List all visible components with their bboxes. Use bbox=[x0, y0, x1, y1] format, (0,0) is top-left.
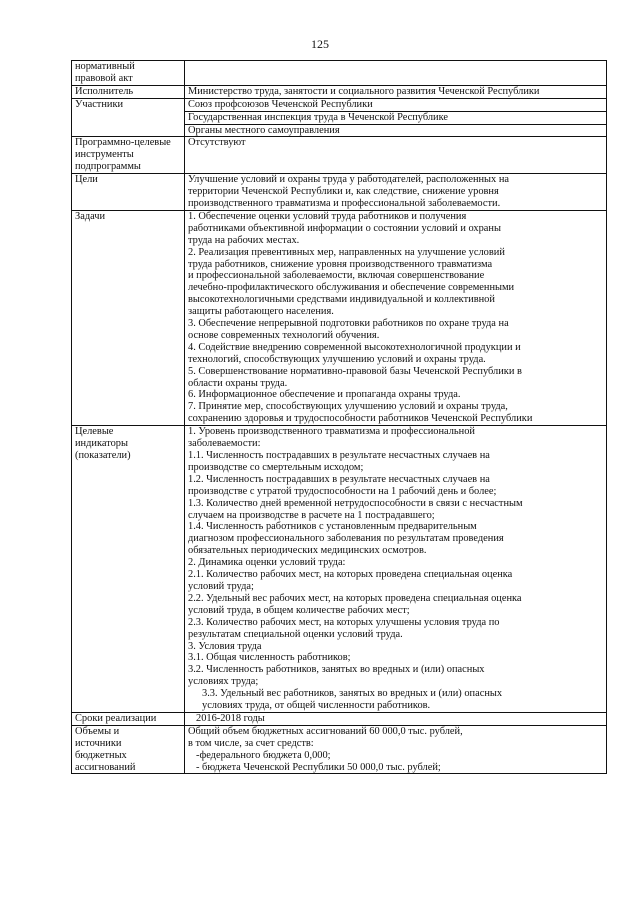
row-label-line: Цели bbox=[75, 174, 98, 186]
table-row bbox=[72, 98, 607, 111]
row-value-line: Министерство труда, занятости и социального развития Чеченской Республики bbox=[188, 85, 540, 97]
row-value bbox=[185, 85, 607, 98]
row-value bbox=[185, 137, 607, 174]
row-label-line: нормативный bbox=[75, 61, 135, 72]
row-value-line: 1. Обеспечение оценки условий труда работников и получения bbox=[188, 210, 467, 222]
row-value-line: области охраны труда. bbox=[188, 377, 288, 389]
row-value-line: в том числе, за счет средств: bbox=[188, 737, 314, 749]
row-value-line: 2.2. Удельный вес рабочих мест, на которых проведена специальная оценка bbox=[188, 592, 522, 604]
row-value-line: высокотехнологичными средствами индивидуальной и коллективной bbox=[188, 294, 495, 306]
row-value-line: - бюджета Чеченской Республики 50 000,0 тыс. рублей; bbox=[196, 761, 441, 773]
table-row bbox=[72, 712, 607, 725]
row-value-line: производстве со смертельным исходом; bbox=[188, 461, 364, 473]
row-label bbox=[72, 174, 185, 211]
row-value-line: 3.2. Численность работников, занятых во вредных и (или) опасных bbox=[188, 664, 485, 676]
row-value-line: 4. Содействие внедрению современной высокотехнологичной продукции и bbox=[188, 341, 521, 353]
row-value-line: защиты работающего населения. bbox=[188, 306, 334, 318]
row-value-line: 3.3. Удельный вес работников, занятых во вредных и (или) опасных bbox=[202, 688, 503, 700]
participant-value bbox=[185, 111, 607, 124]
row-value-line: обязательных периодических медицинских осмотров. bbox=[188, 545, 427, 557]
row-value-line: диагнозом профессионального заболевания по результатам проведения bbox=[188, 533, 504, 545]
row-value-line: 1. Уровень производственного травматизма и профессиональной bbox=[188, 426, 475, 438]
row-value-line: 1.1. Численность пострадавших в результате несчастных случаев на bbox=[188, 450, 490, 461]
row-label-line: источники bbox=[75, 737, 122, 749]
row-value-line: лечебно-профилактического обслуживания и обеспечение современными bbox=[188, 282, 515, 294]
row-value-line: Общий объем бюджетных ассигнований 60 000,0 тыс. рублей, bbox=[188, 725, 463, 737]
row-label-line: Участники bbox=[75, 98, 124, 110]
participant-value bbox=[185, 124, 607, 137]
row-label bbox=[72, 61, 185, 86]
table-row bbox=[72, 426, 607, 713]
row-value-line: сохранению здоровья и трудоспособности работников Чеченской Республики bbox=[188, 413, 533, 425]
row-value-line: основе современных технологий обучения. bbox=[188, 329, 380, 341]
row-value-line: Улучшение условий и охраны труда у работодателей, расположенных на bbox=[188, 174, 510, 186]
row-value-line: 3.1. Общая численность работников; bbox=[188, 652, 351, 664]
row-label bbox=[72, 712, 185, 725]
row-label bbox=[72, 426, 185, 713]
row-value-line: условий труда, в общем количестве рабочих мест; bbox=[188, 604, 410, 616]
row-label-line: ассигнований bbox=[75, 761, 136, 773]
row-value bbox=[185, 210, 607, 425]
table-row bbox=[72, 174, 607, 211]
row-value-line: работниками объективной информации о состоянии условий и охраны bbox=[188, 222, 501, 234]
row-value-line: 1.4. Численность работников с установленным предварительным bbox=[188, 521, 477, 533]
row-value-line: 2016-2018 годы bbox=[196, 712, 265, 724]
row-value bbox=[185, 61, 607, 86]
row-value-line: 3. Обеспечение непрерывной подготовки работников по охране труда на bbox=[188, 318, 509, 330]
table-row bbox=[72, 85, 607, 98]
row-label-line: Объемы и bbox=[75, 725, 120, 737]
row-value-line: 5. Совершенствование нормативно-правовой базы Чеченской Республики в bbox=[188, 365, 522, 377]
page-number: 125 bbox=[311, 37, 329, 51]
table-row bbox=[72, 725, 607, 774]
row-label-line: Целевые bbox=[75, 426, 114, 438]
participant-value-line: Союз профсоюзов Чеченской Республики bbox=[188, 98, 373, 110]
row-label bbox=[72, 725, 185, 774]
row-value-line: -федерального бюджета 0,000; bbox=[196, 749, 331, 761]
table-row bbox=[72, 137, 607, 174]
row-label-line: Сроки реализации bbox=[75, 712, 157, 724]
row-value-line: и профессиональной заболеваемости, включая совершенствование bbox=[188, 270, 485, 282]
row-value-line: 6. Информационное обеспечение и пропаганда охраны труда. bbox=[188, 389, 461, 401]
row-value-line: 2. Реализация превентивных мер, направленных на улучшение условий bbox=[188, 246, 505, 258]
row-label-line: Задачи bbox=[75, 210, 106, 222]
row-value-line: результатам специальной оценки условий труда. bbox=[188, 628, 403, 640]
row-label bbox=[72, 98, 185, 137]
table-row bbox=[72, 61, 607, 86]
row-value-line: условий труда; bbox=[188, 580, 254, 592]
row-label-line: Программно-целевые bbox=[75, 137, 171, 149]
row-value-line: технологий, способствующих улучшению условий и охраны труда. bbox=[188, 353, 486, 365]
row-label bbox=[72, 137, 185, 174]
row-value-line: 1.3. Количество дней временной нетрудоспособности в связи с несчастным bbox=[188, 497, 523, 509]
table-row bbox=[72, 210, 607, 425]
participant-value-line: Государственная инспекция труда в Чеченской Республике bbox=[188, 111, 449, 123]
row-label-line: бюджетных bbox=[75, 749, 127, 761]
row-value-line: условиях труда; bbox=[188, 676, 259, 688]
subprogram-passport-table bbox=[71, 60, 607, 774]
row-label-line: (показатели) bbox=[75, 450, 131, 461]
row-value-line: условиях труда, от общей численности работников. bbox=[202, 700, 431, 712]
row-value-line: труда на рабочих местах. bbox=[188, 234, 300, 246]
row-label bbox=[72, 85, 185, 98]
row-value bbox=[185, 174, 607, 211]
row-value-line: случаем на производстве в расчете на 1 пострадавшего; bbox=[188, 509, 435, 521]
row-value-line: Отсутствуют bbox=[188, 137, 246, 149]
row-value-line: заболеваемости: bbox=[188, 438, 261, 450]
row-label-line: индикаторы bbox=[75, 438, 128, 450]
row-label-line: Исполнитель bbox=[75, 85, 134, 97]
row-label-line: правовой акт bbox=[75, 72, 133, 84]
row-value-line: производственного травматизма и профессиональной заболеваемости. bbox=[188, 197, 501, 209]
row-label-line: инструменты bbox=[75, 149, 134, 161]
row-value bbox=[185, 725, 607, 774]
row-value-line: 7. Принятие мер, способствующих улучшению условий и охраны труда, bbox=[188, 401, 508, 413]
row-value bbox=[185, 712, 607, 725]
participant-value-line: Органы местного самоуправления bbox=[188, 124, 340, 136]
row-value-line: территории Чеченской Республики и, как следствие, снижение уровня bbox=[188, 186, 499, 198]
row-value-line: труда работников, снижение уровня производственного травматизма bbox=[188, 258, 493, 270]
row-value-line: 1.2. Численность пострадавших в результате несчастных случаев на bbox=[188, 473, 490, 485]
row-value-line: 2.3. Количество рабочих мест, на которых улучшены условия труда по bbox=[188, 616, 500, 628]
participant-value bbox=[185, 98, 607, 111]
row-value-line: производстве с утратой трудоспособности на 1 рабочий день и более; bbox=[188, 485, 497, 497]
row-label bbox=[72, 210, 185, 425]
row-value-line: 2.1. Количество рабочих мест, на которых проведена специальная оценка bbox=[188, 569, 513, 581]
row-label-line: подпрограммы bbox=[75, 161, 141, 173]
row-value-line: 3. Условия труда bbox=[188, 640, 262, 652]
row-value bbox=[185, 426, 607, 713]
row-value-line: 2. Динамика оценки условий труда: bbox=[188, 557, 346, 569]
